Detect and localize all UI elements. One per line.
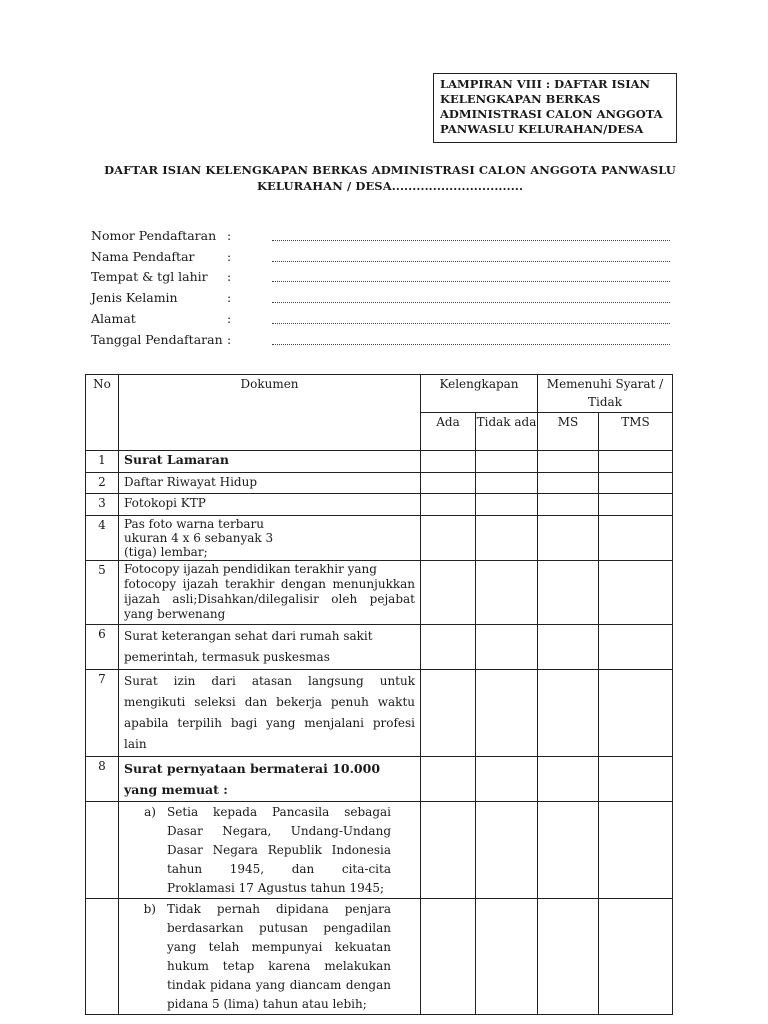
subitem-text: Setia kepada Pancasila sebagai Dasar Negara, Undang-Undang Dasar Negara Republik Indonesia tahun 1945, dan cita-cita Proklamasi 17 Agustus tahun 1945;	[167, 805, 391, 895]
table-row	[86, 494, 673, 516]
table-row	[86, 899, 673, 1015]
row-subitem	[119, 802, 421, 899]
row-number: 4	[86, 516, 119, 561]
table-row	[86, 451, 673, 473]
row-number-empty	[86, 802, 119, 899]
field-colon: :	[227, 228, 232, 243]
check-cell-ada[interactable]	[421, 473, 476, 494]
row-number-empty	[86, 899, 119, 1015]
table-row	[86, 802, 673, 899]
row-number: 7	[86, 670, 119, 757]
table-row	[86, 473, 673, 494]
field-dotted-line-alamat[interactable]	[272, 323, 670, 324]
lampiran-line: PANWASLU KELURAHAN/DESA	[440, 122, 644, 136]
row-document-rest: fotocopy ijazah terakhir dengan menunjukkan ijazah asli;Disahkan/dilegalisir oleh pejabat yang berwenang	[124, 577, 415, 621]
field-dotted-line-nomor-pendaftaran[interactable]	[272, 240, 670, 241]
check-cell-ms[interactable]	[538, 561, 599, 625]
row-subitem	[119, 899, 421, 1015]
check-cell-tidak-ada[interactable]	[476, 899, 538, 1015]
check-cell-ms[interactable]	[538, 473, 599, 494]
check-cell-ada[interactable]	[421, 516, 476, 561]
header-ada: Ada	[421, 413, 476, 451]
check-cell-ms[interactable]	[538, 670, 599, 757]
header-no: No	[86, 375, 119, 451]
header-kelengkapan: Kelengkapan	[421, 375, 538, 413]
check-cell-ms[interactable]	[538, 451, 599, 473]
check-cell-tms[interactable]	[599, 670, 673, 757]
lampiran-line: KELENGKAPAN BERKAS	[440, 92, 601, 106]
table-row	[86, 516, 673, 561]
subitem-text: Tidak pernah dipidana penjara berdasarkan putusan pengadilan yang telah mempunyai kekuatan hukum tetap karena melakukan tindak pidana yang diancam dengan pidana 5 (lima) tahun atau lebih;	[167, 902, 391, 1011]
lampiran-box	[433, 73, 677, 143]
document-title-line2: KELURAHAN / DESA................................	[256, 179, 524, 193]
header-tms: TMS	[599, 413, 673, 451]
row-document-line: Fotocopy ijazah pendidikan terakhir yang	[124, 562, 377, 576]
check-cell-ada[interactable]	[421, 451, 476, 473]
check-cell-tidak-ada[interactable]	[476, 473, 538, 494]
check-cell-ada[interactable]	[421, 670, 476, 757]
row-number: 5	[86, 561, 119, 625]
check-cell-tms[interactable]	[599, 899, 673, 1015]
check-cell-ada[interactable]	[421, 899, 476, 1015]
check-cell-tidak-ada[interactable]	[476, 561, 538, 625]
row-document: Surat Lamaran	[119, 451, 421, 473]
header-ms: MS	[538, 413, 599, 451]
check-cell-tidak-ada[interactable]	[476, 625, 538, 670]
check-cell-tidak-ada[interactable]	[476, 451, 538, 473]
check-cell-ms[interactable]	[538, 625, 599, 670]
row-document: Surat pernyataan bermaterai 10.000 yang memuat :	[119, 757, 421, 802]
check-cell-tidak-ada[interactable]	[476, 670, 538, 757]
header-dokumen: Dokumen	[119, 375, 421, 451]
check-cell-ada[interactable]	[421, 561, 476, 625]
table-row	[86, 561, 673, 625]
row-number: 3	[86, 494, 119, 516]
subitem-mark: b)	[143, 902, 156, 916]
field-label-tempat-tgl-lahir: Tempat & tgl lahir	[91, 269, 208, 284]
check-cell-ms[interactable]	[538, 899, 599, 1015]
table-row	[86, 670, 673, 757]
check-cell-ada[interactable]	[421, 625, 476, 670]
field-dotted-line-tanggal-pendaftaran[interactable]	[272, 344, 670, 345]
field-dotted-line-nama-pendaftar[interactable]	[272, 261, 670, 262]
check-cell-tidak-ada[interactable]	[476, 516, 538, 561]
check-cell-ms[interactable]	[538, 516, 599, 561]
table-row	[86, 757, 673, 802]
field-label-tanggal-pendaftaran: Tanggal Pendaftaran	[91, 332, 223, 347]
check-cell-ms[interactable]	[538, 757, 599, 802]
check-cell-tms[interactable]	[599, 802, 673, 899]
check-cell-tms[interactable]	[599, 451, 673, 473]
row-document: Daftar Riwayat Hidup	[119, 473, 421, 494]
check-cell-tms[interactable]	[599, 625, 673, 670]
check-cell-ada[interactable]	[421, 802, 476, 899]
field-dotted-line-jenis-kelamin[interactable]	[272, 302, 670, 303]
check-cell-ms[interactable]	[538, 494, 599, 516]
subitem-mark: a)	[144, 805, 156, 819]
check-cell-tms[interactable]	[599, 516, 673, 561]
check-cell-tms[interactable]	[599, 757, 673, 802]
row-number: 1	[86, 451, 119, 473]
row-number: 6	[86, 625, 119, 670]
document-title-line1: DAFTAR ISIAN KELENGKAPAN BERKAS ADMINISTRASI CALON ANGGOTA PANWASLU	[104, 163, 676, 177]
check-cell-ms[interactable]	[538, 802, 599, 899]
table-row	[86, 625, 673, 670]
field-colon: :	[227, 269, 232, 284]
field-colon: :	[227, 332, 232, 347]
row-document: Surat keterangan sehat dari rumah sakit pemerintah, termasuk puskesmas	[119, 625, 421, 670]
row-document	[119, 561, 421, 625]
check-cell-tms[interactable]	[599, 473, 673, 494]
check-cell-tidak-ada[interactable]	[476, 494, 538, 516]
checklist-table	[85, 374, 673, 1015]
field-label-nomor-pendaftaran: Nomor Pendaftaran	[91, 228, 217, 243]
field-label-jenis-kelamin: Jenis Kelamin	[91, 290, 178, 305]
check-cell-tidak-ada[interactable]	[476, 757, 538, 802]
check-cell-tidak-ada[interactable]	[476, 802, 538, 899]
field-colon: :	[227, 249, 232, 264]
check-cell-ada[interactable]	[421, 494, 476, 516]
check-cell-ada[interactable]	[421, 757, 476, 802]
row-document: Pas foto warna terbaru ukuran 4 x 6 sebanyak 3 (tiga) lembar;	[119, 516, 421, 561]
row-document: Surat izin dari atasan langsung untuk mengikuti seleksi dan bekerja penuh waktu apabila terpilih bagi yang menjalani profesi lain	[119, 670, 421, 757]
field-label-nama-pendaftar: Nama Pendaftar	[91, 249, 195, 264]
check-cell-tms[interactable]	[599, 494, 673, 516]
row-number: 2	[86, 473, 119, 494]
lampiran-line: ADMINISTRASI CALON ANGGOTA	[440, 107, 663, 121]
field-colon: :	[227, 311, 232, 326]
row-number: 8	[86, 757, 119, 802]
row-document: Fotokopi KTP	[119, 494, 421, 516]
lampiran-line: LAMPIRAN VIII : DAFTAR ISIAN	[440, 77, 651, 91]
field-label-alamat: Alamat	[91, 311, 136, 326]
header-tidak-ada: Tidak ada	[476, 413, 538, 451]
field-dotted-line-tempat-tgl-lahir[interactable]	[272, 281, 670, 282]
check-cell-tms[interactable]	[599, 561, 673, 625]
header-memenuhi-syarat: Memenuhi Syarat / Tidak	[538, 375, 673, 413]
field-colon: :	[227, 290, 232, 305]
